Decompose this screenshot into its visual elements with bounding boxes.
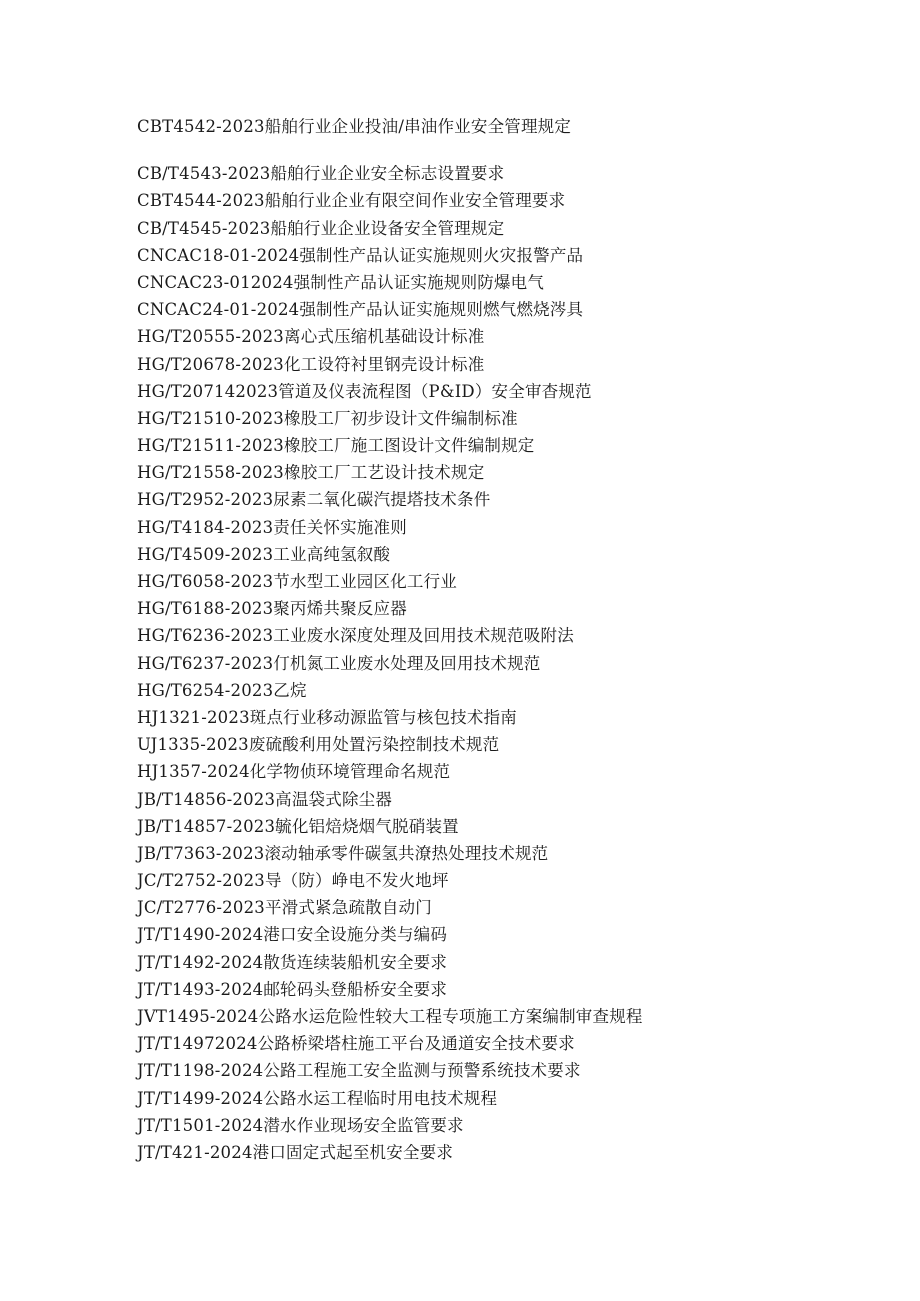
list-item: JT/T1492-2024散货连续装船机安全要求 <box>137 952 448 972</box>
list-item: JT/T1501-2024潜水作业现场安全监管要求 <box>137 1115 464 1135</box>
list-item: CNCAC18-01-2024强制性产品认证实施规则火灾报警产品 <box>137 245 584 265</box>
list-item: CBT4542-2023船舶行业企业投油/串油作业安全管理规定 <box>137 117 572 136</box>
list-item: JT/T1493-2024邮轮码头登船桥安全要求 <box>137 979 448 999</box>
list-item: JT/T14972024公路桥梁塔柱施工平台及通道安全技术要求 <box>137 1034 575 1054</box>
list-item: HG/T20678-2023化工设符衬里钢壳设计标准 <box>137 354 485 374</box>
list-item: JB/T14857-2023毓化铝焙烧烟气脱硝装置 <box>137 816 459 836</box>
list-item: JT/T1490-2024港口安全设施分类与编码 <box>137 925 448 945</box>
list-item: HJ1357-2024化学物侦环境管理命名规范 <box>137 762 451 782</box>
list-item: JC/T2776-2023平滑式紧急疏散自动门 <box>137 898 432 918</box>
list-item: CNCAC24-01-2024强制性产品认证实施规则燃气燃烧涔具 <box>137 300 584 320</box>
list-item: HG/T6236-2023工业废水深度处理及回用技术规范吸附法 <box>137 626 574 646</box>
list-item: HG/T6254-2023乙烷 <box>137 680 307 700</box>
list-item: HG/T20555-2023离心式压缩机基础设计标准 <box>137 327 485 347</box>
list-item: HG/T6188-2023聚丙烯共聚反应器 <box>137 599 407 619</box>
list-item: JT/T421-2024港口固定式起至机安全要求 <box>137 1142 454 1162</box>
list-item: HJ1321-2023斑点行业移动源监管与核包技术指南 <box>137 707 517 727</box>
standards-list <box>137 113 643 1166</box>
list-item: JVT1495-2024公路水运危险性较大工程专项施工方案编制审查规程 <box>137 1007 643 1026</box>
list-item: CNCAC23-012024强制性产品认证实施规则防爆电气 <box>137 272 545 292</box>
list-item: JT/T1499-2024公路水运工程临时用电技术规程 <box>137 1088 498 1108</box>
list-item: JB/T14856-2023高温袋式除尘器 <box>137 789 393 809</box>
list-item: HG/T2952-2023尿素二氧化碳汽提塔技术条件 <box>137 490 491 510</box>
list-item: HG/T4184-2023责任关怀实施准则 <box>137 517 407 537</box>
list-item: HG/T4509-2023工业高纯氢叙酸 <box>137 544 391 564</box>
list-item: HG/T21558-2023橡胶工厂工艺设计技术规定 <box>137 463 485 483</box>
list-item: JC/T2752-2023导（防）峥电不发火地坪 <box>137 871 449 891</box>
list-item: HG/T6058-2023节水型工业园区化工行业 <box>137 572 457 591</box>
list-item: HG/T21511-2023橡胶工厂施工图设计文件编制规定 <box>137 436 535 456</box>
list-item: JB/T7363-2023滚动轴承零件碳氢共潦热处理技术规范 <box>137 843 549 863</box>
list-item: JT/T1198-2024公路工程施工安全监测与预警系统技术要求 <box>137 1061 581 1081</box>
list-item: CB/T4545-2023船舶行业企业设备安全管理规定 <box>137 218 505 238</box>
list-item: UJ1335-2023废硫酸利用处置污染控制技术规范 <box>137 735 500 755</box>
list-item: CB/T4543-2023船舶行业企业安全标志设置要求 <box>137 164 505 184</box>
list-item: CBT4544-2023船舶行业企业有限空间作业安全管理要求 <box>137 191 566 211</box>
list-item: HG/T21510-2023橡股工厂初步设计文件编制标准 <box>137 408 518 428</box>
list-item: HG/T207142023管道及仪表流程图（P&ID）安全审杳规范 <box>137 381 592 401</box>
list-item: HG/T6237-2023仃机氮工业废水处理及回用技术规范 <box>137 653 541 673</box>
